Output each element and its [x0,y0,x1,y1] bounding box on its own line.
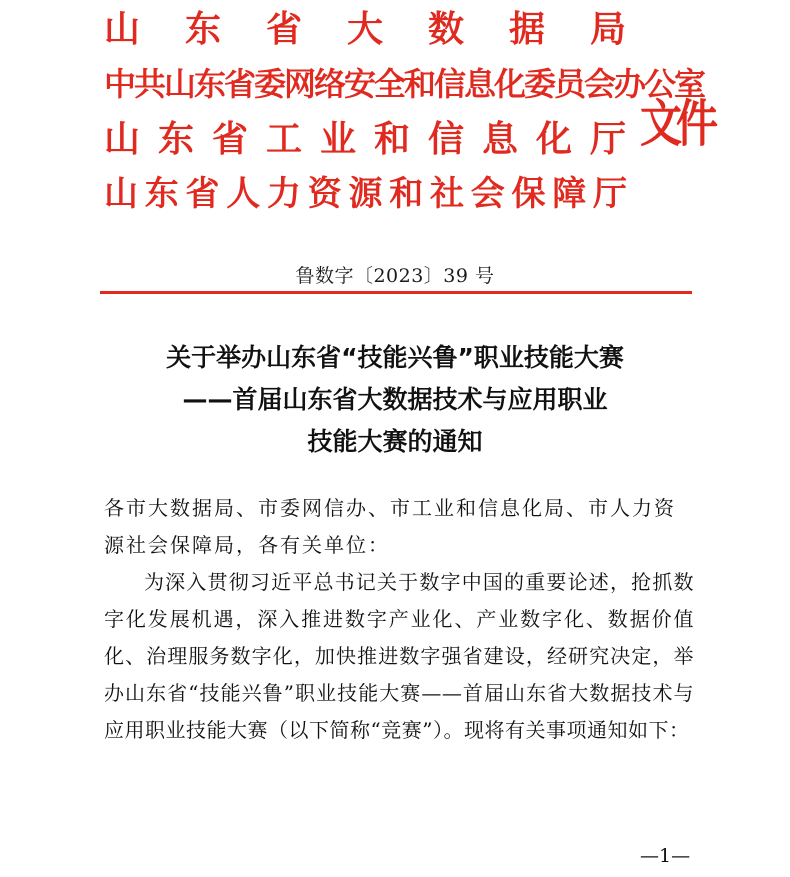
title-line-3: 技能大赛的通知 [307,427,483,456]
issuer-human-resources-department: 山东省人力资源和社会保障厅 [104,174,626,214]
title-line-1: 关于举办山东省“技能兴鲁”职业技能大赛 [166,343,624,372]
document-number: 鲁数字〔2023〕39 号 [295,265,495,287]
issuer-big-data-bureau: 山 东 省 大 数 据 局 [104,9,626,50]
notice-body [104,490,694,749]
salutation: 各市大数据局、市委网信办、市工业和信息化局、市人力资源社会保障局，各有关单位： [104,496,676,557]
issuer-industry-it-department: 山 东 省 工 业 和 信 息 化 厅 [104,119,626,160]
page-number: —1— [640,845,691,867]
issuer-cyberspace-office: 中共山东省委网络安全和信息化委员会办公室 [104,65,705,103]
body-paragraph: 为深入贯彻习近平总书记关于数字中国的重要论述，抢抓数字化发展机遇，深入推进数字产业化、产业数字化、数据价值化、治理服务数字化，加快推进数字强省建设，经研究决定，举办山东省“技能兴鲁”职业技能大赛——首届山东省大数据技术与应用职业技能大赛（以下简称“竞赛”）。现将有关事项通知如下： [104,570,694,742]
red-divider-line [100,291,692,294]
document-type-label: 文件 [640,94,713,153]
notice-title [0,337,790,463]
title-line-2: ——首届山东省大数据技术与应用职业 [182,385,608,414]
